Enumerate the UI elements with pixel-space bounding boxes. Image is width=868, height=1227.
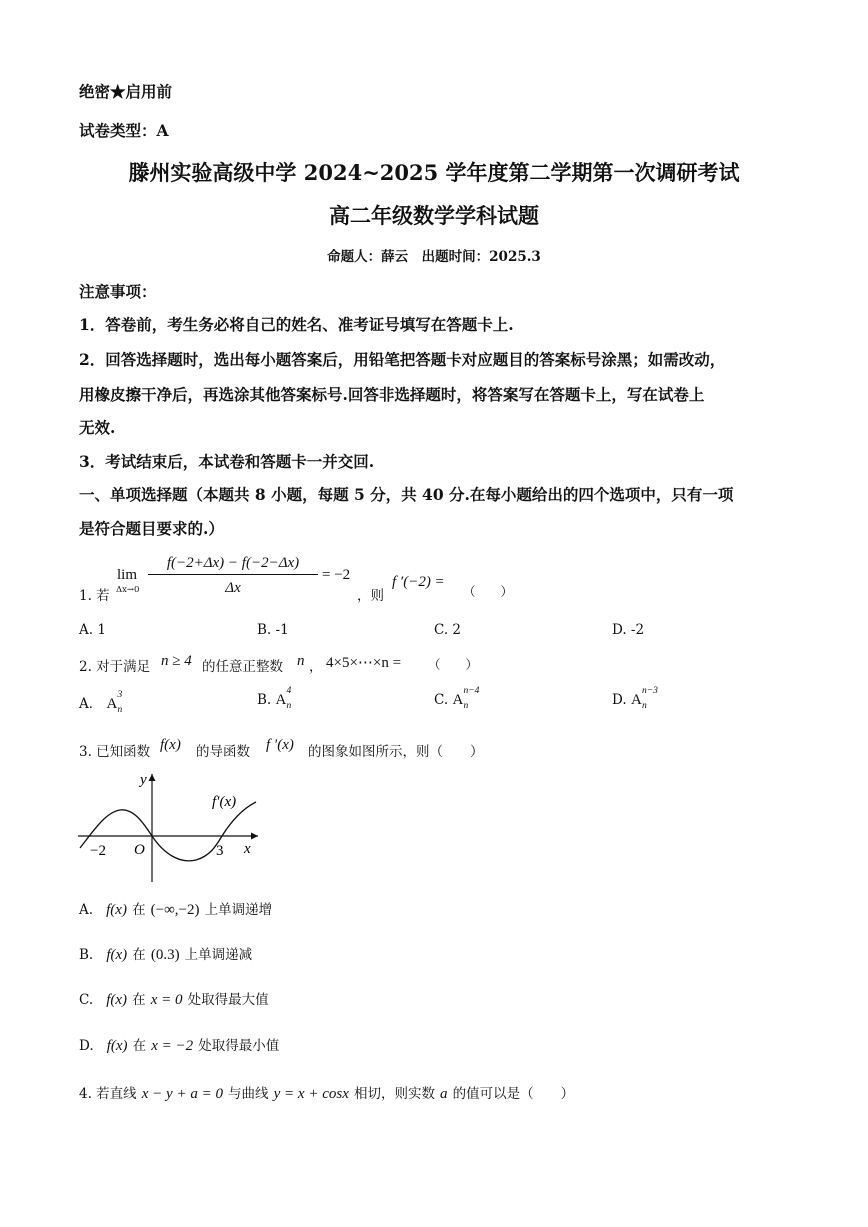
author-line: 命题人：薛云 出题时间：2025.3 — [327, 249, 541, 265]
q2-option-d-base: A — [630, 692, 642, 708]
q3-option-c-tail: 处取得最大值 — [187, 992, 269, 1008]
tick-pos-label: 3 — [216, 843, 224, 859]
paper-type: 试卷类型：A — [79, 121, 169, 140]
q3-option-b-f: f(x) — [106, 947, 128, 963]
tick-neg-label: −2 — [90, 843, 106, 859]
q1-then: ，则 — [357, 588, 384, 604]
note-2c: 无效. — [79, 418, 116, 437]
q2-option-c-base: A — [452, 692, 464, 708]
curve-label: f′(x) — [212, 794, 237, 810]
q2-paren: （ ） — [428, 657, 479, 672]
q2-option-c — [434, 686, 480, 711]
q3-option-c-f: f(x) — [106, 992, 128, 1008]
q3-option-a-tail: 上单调递增 — [204, 902, 273, 918]
q4-var: a — [440, 1086, 448, 1102]
section-1-heading-cont: 是符合题目要求的.） — [79, 519, 224, 538]
q2-text-b: 的任意正整数 — [202, 659, 283, 675]
note-2b: 用橡皮擦干净后，再选涂其他答案标号.回答非选择题时，将答案写在答题卡上，写在试卷上 — [79, 385, 705, 404]
q3-text-c: 的图象如图所示，则（ ） — [308, 744, 484, 760]
exam-title: 滕州实验高级中学 2024~2025 学年度第二学期第一次调研考试 — [128, 160, 740, 185]
section-1-heading: 一、单项选择题（本题共 8 小题，每题 5 分，共 40 分.在每小题给出的四个选项中，只有一项 — [79, 485, 734, 504]
note-1: 1．答卷前，考生务必将自己的姓名、准考证号填写在答题卡上. — [79, 315, 514, 334]
q3-option-d-f: f(x) — [106, 1038, 128, 1054]
derivative-graph — [72, 768, 272, 886]
q3-option-b-label: B. — [79, 947, 94, 963]
q3-option-c-label: C. — [79, 992, 94, 1008]
q2-option-d-perm — [630, 686, 658, 711]
q2-option-d-sup: n−3 — [641, 686, 658, 696]
q3-option-b-tail: 上单调递减 — [184, 947, 253, 963]
q3-option-a-label: A. — [79, 902, 94, 918]
q3-option-b — [79, 943, 252, 964]
q1-option-a: A. 1 — [79, 622, 106, 638]
q2-text-c: ， — [309, 659, 323, 675]
q3-option-c — [79, 988, 269, 1009]
q2-text-a: 2. 对于满足 — [79, 659, 151, 675]
q2-option-b-perm — [275, 686, 292, 711]
q3-option-c-mid: 在 — [132, 992, 146, 1008]
note-2a: 2．回答选择题时，选出每小题答案后，用铅笔把答题卡对应题目的答案标号涂黑；如需改动， — [79, 350, 726, 369]
q2-option-b — [257, 686, 292, 711]
q3-text-a: 3. 已知函数 — [79, 744, 151, 760]
q2-expr: 4×5×⋯×n = — [326, 655, 402, 671]
q2-option-b-sub: n — [286, 701, 292, 711]
q4-text-b: 与曲线 — [228, 1086, 269, 1102]
q2-option-d-sub: n — [641, 701, 647, 711]
q2-option-c-sup: n−4 — [463, 686, 480, 696]
q4-text-d: 的值可以是（ ） — [452, 1086, 575, 1102]
q2-option-c-perm — [452, 686, 480, 711]
q2-option-a-perm — [106, 690, 123, 715]
q3-option-d — [79, 1034, 279, 1055]
q2-condition: n ≥ 4 — [161, 653, 192, 669]
q3-f: f(x) — [160, 737, 181, 753]
q4-line-eq: x − y + a = 0 — [141, 1086, 223, 1102]
q3-option-c-point: x = 0 — [150, 992, 183, 1008]
q1-numerator: f(−2+Δx) − f(−2−Δx) — [148, 555, 318, 575]
note-3: 3．考试结束后，本试卷和答题卡一并交回. — [79, 452, 375, 471]
q3-fp: f ′(x) — [266, 737, 294, 753]
notes-heading: 注意事项： — [79, 282, 157, 301]
q1-prefix: 1. 若 — [79, 588, 110, 604]
q3-option-a — [79, 898, 272, 919]
q3-option-b-interval: (0.3) — [150, 947, 180, 963]
q2-option-b-label: B. — [257, 692, 272, 708]
q4-curve-eq: y = x + cosx — [273, 1086, 349, 1102]
q4-line — [79, 1082, 574, 1103]
exam-subtitle: 高二年级数学学科试题 — [329, 203, 539, 228]
q1-lim: lim — [117, 567, 138, 583]
origin-label: O — [134, 842, 145, 858]
q1-equals: = −2 — [322, 567, 351, 583]
q2-option-a — [79, 690, 123, 715]
q1-denominator: Δx — [225, 580, 241, 596]
q2-var: n — [297, 653, 305, 669]
q4-text-a: 4. 若直线 — [79, 1086, 137, 1102]
q1-option-d: D. -2 — [612, 622, 645, 638]
q1-paren: （ ） — [463, 584, 514, 599]
q1-lim-sub: Δx→0 — [116, 585, 140, 595]
q3-text-b: 的导函数 — [196, 744, 250, 760]
y-axis-label: y — [140, 772, 147, 788]
q1-ask: f ′(−2) = — [392, 574, 445, 590]
secret-label: 绝密★启用前 — [79, 82, 173, 101]
q3-option-d-point: x = −2 — [151, 1038, 194, 1054]
x-axis-label: x — [244, 841, 251, 857]
q1-option-c: C. 2 — [434, 622, 462, 638]
q2-option-a-label: A． — [79, 696, 103, 712]
q3-option-a-mid: 在 — [132, 902, 146, 918]
derivative-curve — [80, 802, 256, 861]
q2-option-a-sup: 3 — [117, 690, 123, 700]
q1-option-b: B. -1 — [257, 622, 289, 638]
q2-option-d-label: D. — [612, 692, 627, 708]
q3-option-a-interval: (−∞,−2) — [150, 902, 200, 918]
q3-option-a-f: f(x) — [106, 902, 127, 918]
q4-text-c: 相切，则实数 — [353, 1086, 435, 1102]
q2-option-c-label: C. — [434, 692, 449, 708]
q3-option-b-mid: 在 — [132, 947, 146, 963]
q2-option-d — [612, 686, 658, 711]
q2-option-a-base: A — [106, 696, 118, 712]
q3-option-d-label: D. — [79, 1038, 94, 1054]
q2-option-c-sub: n — [463, 701, 469, 711]
q2-option-b-base: A — [275, 692, 287, 708]
q2-option-a-sub: n — [117, 705, 123, 715]
q3-option-d-mid: 在 — [132, 1038, 147, 1054]
q3-option-d-tail: 处取得最小值 — [198, 1038, 280, 1054]
q2-option-b-sup: 4 — [286, 686, 292, 696]
